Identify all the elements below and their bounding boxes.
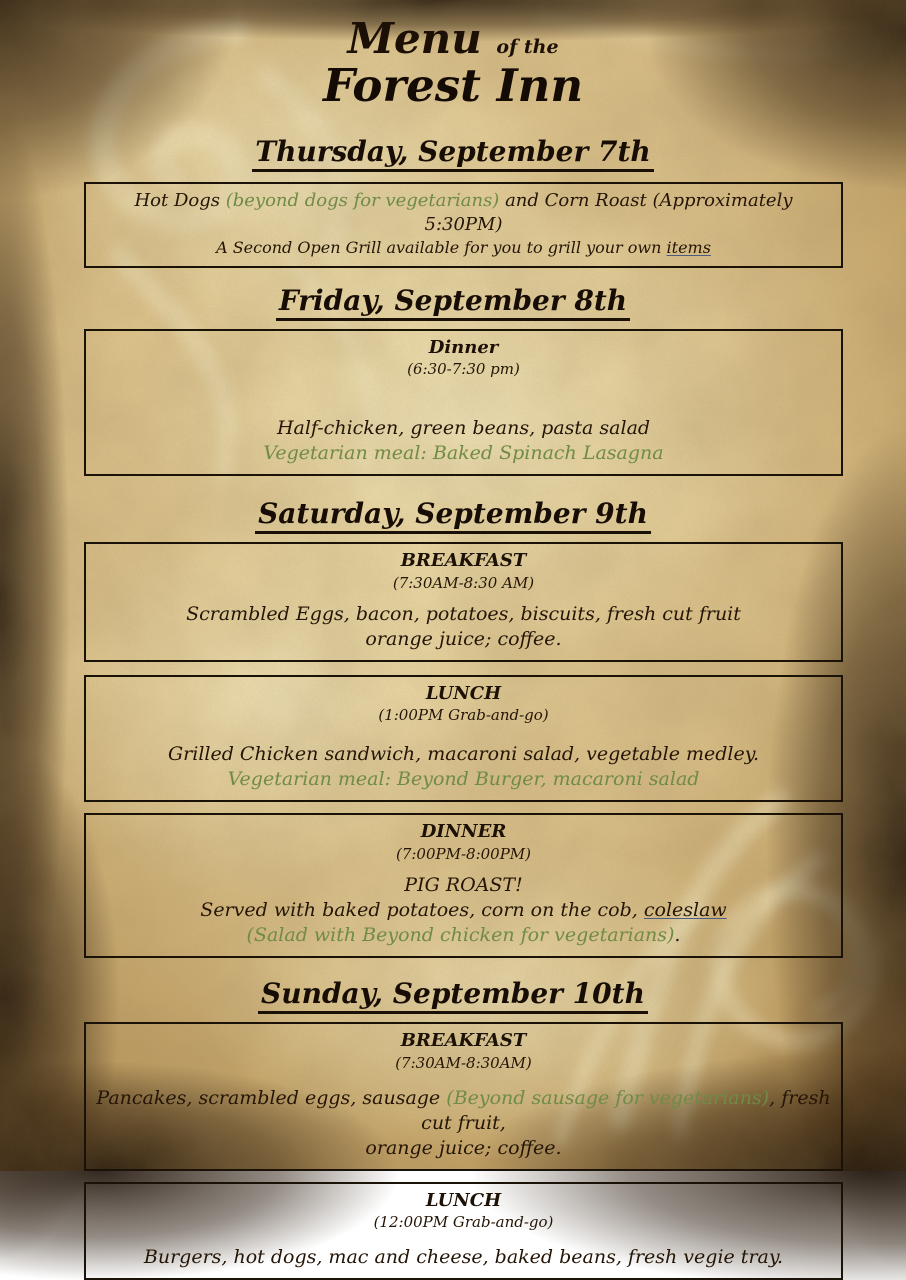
vegetarian-note: (Beyond sausage for vegetarians) <box>446 1086 770 1109</box>
menu-text-segment: Grilled Chicken sandwich, macaroni salad, vegetable medley. <box>167 743 759 766</box>
day-heading-text: Thursday, September 7th <box>252 135 654 172</box>
menu-text-segment: and Corn Roast (Approximately 5:30PM) <box>424 189 793 236</box>
vegetarian-note <box>96 441 831 466</box>
menu-text-segment: Hot Dogs <box>134 189 226 211</box>
meal-name: LUNCH <box>425 682 502 704</box>
meal-time: (7:30AM-8:30AM) <box>395 1053 532 1072</box>
vegetarian-note <box>96 767 831 792</box>
items-link[interactable]: items <box>666 237 711 257</box>
day-heading-text: Friday, September 8th <box>276 284 630 321</box>
day-heading-thursday <box>0 136 906 168</box>
menu-text-segment: Vegetarian meal: Beyond Burger, macaroni salad <box>227 768 700 791</box>
menu-box-sunday-breakfast <box>84 1022 843 1171</box>
menu-line <box>96 416 831 441</box>
meal-time: (12:00PM Grab-and-go) <box>373 1213 554 1232</box>
meal-name: BREAKFAST <box>400 550 527 572</box>
vegetarian-note: (Salad with Beyond chicken for vegetarians) <box>246 923 675 946</box>
meal-time: (1:00PM Grab-and-go) <box>378 706 549 725</box>
menu-text-segment: Half-chicken, green beans, pasta salad <box>276 416 651 439</box>
menu-text-segment: . <box>674 923 681 946</box>
meal-name: LUNCH <box>425 1189 502 1211</box>
menu-title <box>0 0 906 61</box>
menu-line <box>96 1245 831 1270</box>
menu-line <box>96 898 831 923</box>
spacer <box>96 380 831 416</box>
menu-line <box>96 1136 831 1161</box>
coleslaw-link[interactable]: coleslaw <box>643 898 727 921</box>
spacer <box>96 865 831 873</box>
menu-box-saturday-dinner <box>84 813 843 958</box>
day-heading-friday <box>0 285 906 317</box>
spacer <box>96 726 831 742</box>
menu-text-segment: Scrambled Eggs, bacon, potatoes, biscuits, fresh cut fruit <box>186 602 741 625</box>
title-of-the: of the <box>496 36 559 58</box>
menu-text-segment: orange juice; coffee. <box>365 627 562 650</box>
menu-line <box>96 602 831 627</box>
title-inn-name: Forest Inn <box>322 59 584 113</box>
menu-line <box>96 238 831 259</box>
menu-box-friday-dinner <box>84 329 843 477</box>
meal-time: (7:00PM-8:00PM) <box>395 844 532 863</box>
menu-box-saturday-breakfast <box>84 542 843 662</box>
menu-line <box>96 1086 831 1136</box>
menu-text-segment: orange juice; coffee. <box>365 1136 562 1159</box>
spacer <box>96 594 831 602</box>
vegetarian-note: (beyond dogs for vegetarians) <box>225 189 500 211</box>
day-heading-sunday <box>0 978 906 1010</box>
menu-text-segment: Vegetarian meal: Baked Spinach Lasagna <box>263 441 664 464</box>
spacer <box>96 1233 831 1245</box>
menu-line <box>96 923 831 948</box>
menu-text-segment: Pancakes, scrambled eggs, sausage <box>96 1086 447 1109</box>
day-heading-text: Sunday, September 10th <box>258 977 648 1014</box>
day-heading-text: Saturday, September 9th <box>255 497 651 534</box>
meal-name: Dinner <box>428 336 499 358</box>
menu-box-sunday-lunch <box>84 1182 843 1280</box>
meal-time: (7:30AM-8:30 AM) <box>392 573 535 592</box>
menu-box-thursday <box>84 182 843 268</box>
title-menu-word: Menu <box>347 14 482 63</box>
menu-text-segment: , fresh cut fruit, <box>421 1086 831 1134</box>
menu-line <box>96 742 831 767</box>
menu-text-segment: A Second Open Grill available for you to grill your own <box>216 237 667 257</box>
day-heading-saturday <box>0 498 906 530</box>
menu-line <box>96 189 831 238</box>
meal-time: (6:30-7:30 pm) <box>407 359 520 378</box>
menu-text-segment: PIG ROAST! <box>404 873 523 896</box>
meal-name: DINNER <box>420 821 507 843</box>
menu-box-saturday-lunch <box>84 675 843 803</box>
menu-text-segment: Served with baked potatoes, corn on the cob, <box>200 898 644 921</box>
menu-text-segment: Burgers, hot dogs, mac and cheese, baked beans, fresh vegie tray. <box>143 1246 784 1269</box>
menu-line <box>96 627 831 652</box>
meal-name: BREAKFAST <box>400 1030 527 1052</box>
spacer <box>96 1074 831 1086</box>
menu-line <box>96 873 831 898</box>
